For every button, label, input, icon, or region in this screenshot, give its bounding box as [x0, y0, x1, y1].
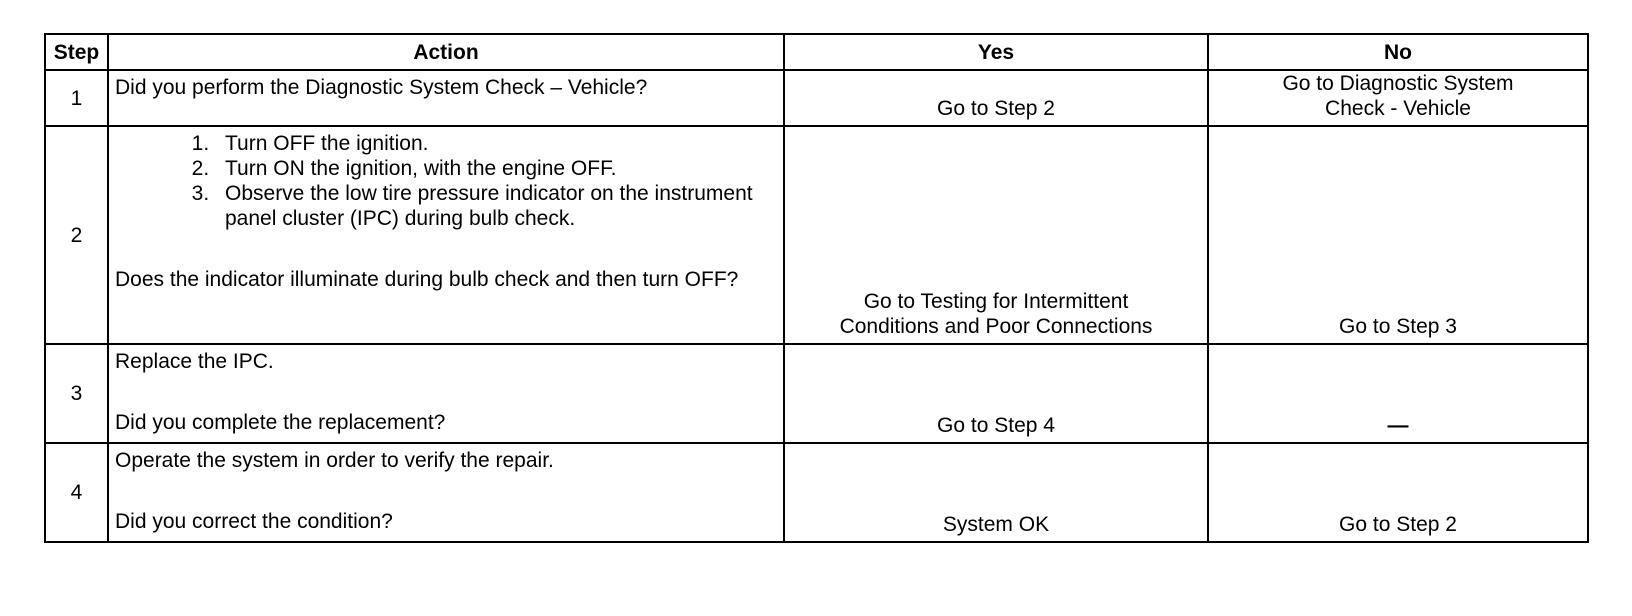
diagnostic-table [44, 33, 1589, 543]
instruction-item: 1. Turn OFF the ignition. [215, 131, 777, 156]
no-cell [1208, 443, 1588, 542]
yes-result-line: Conditions and Poor Connections [839, 315, 1153, 338]
header-yes: Yes [784, 34, 1208, 70]
yes-cell [784, 70, 1208, 126]
action-cell [108, 443, 784, 542]
action-cell [108, 70, 784, 126]
instruction-item: 2. Turn ON the ignition, with the engine OFF. [215, 156, 777, 181]
step-number: 4 [45, 443, 108, 542]
action-question: Does the indicator illuminate during bulb check and then turn OFF? [115, 268, 739, 291]
yes-result-line: Go to Testing for Intermittent [863, 290, 1129, 313]
action-cell [108, 126, 784, 344]
yes-cell [784, 126, 1208, 344]
no-result: Go to Step 2 [1339, 513, 1457, 536]
no-cell [1208, 126, 1588, 344]
instruction-list [115, 131, 777, 231]
no-result: Go to Step 3 [1339, 315, 1457, 338]
no-cell [1208, 344, 1588, 443]
instruction-item: 3. Observe the low tire pressure indicator on the instrument panel cluster (IPC) during bulb check. [215, 181, 777, 231]
action-instruction: Operate the system in order to verify the repair. [115, 449, 554, 472]
header-step: Step [45, 34, 108, 70]
yes-cell [784, 443, 1208, 542]
header-row [45, 34, 1588, 70]
step-number: 2 [45, 126, 108, 344]
action-question: Did you correct the condition? [115, 510, 393, 533]
yes-cell [784, 344, 1208, 443]
header-action: Action [108, 34, 784, 70]
no-result-line: Check - Vehicle [1325, 97, 1471, 120]
action-question: Did you perform the Diagnostic System Check – Vehicle? [115, 76, 648, 99]
step-number: 1 [45, 70, 108, 126]
table-row [45, 70, 1588, 126]
yes-result: Go to Step 2 [937, 97, 1055, 120]
no-cell [1208, 70, 1588, 126]
no-result-line: Go to Diagnostic System [1282, 72, 1514, 95]
table-row [45, 126, 1588, 344]
no-result: — [1387, 414, 1409, 437]
action-cell [108, 344, 784, 443]
header-no: No [1208, 34, 1588, 70]
table-row [45, 443, 1588, 542]
yes-result: System OK [942, 513, 1050, 536]
action-question: Did you complete the replacement? [115, 411, 446, 434]
step-number: 3 [45, 344, 108, 443]
table-row [45, 344, 1588, 443]
yes-result: Go to Step 4 [937, 414, 1055, 437]
action-instruction: Replace the IPC. [115, 350, 274, 373]
